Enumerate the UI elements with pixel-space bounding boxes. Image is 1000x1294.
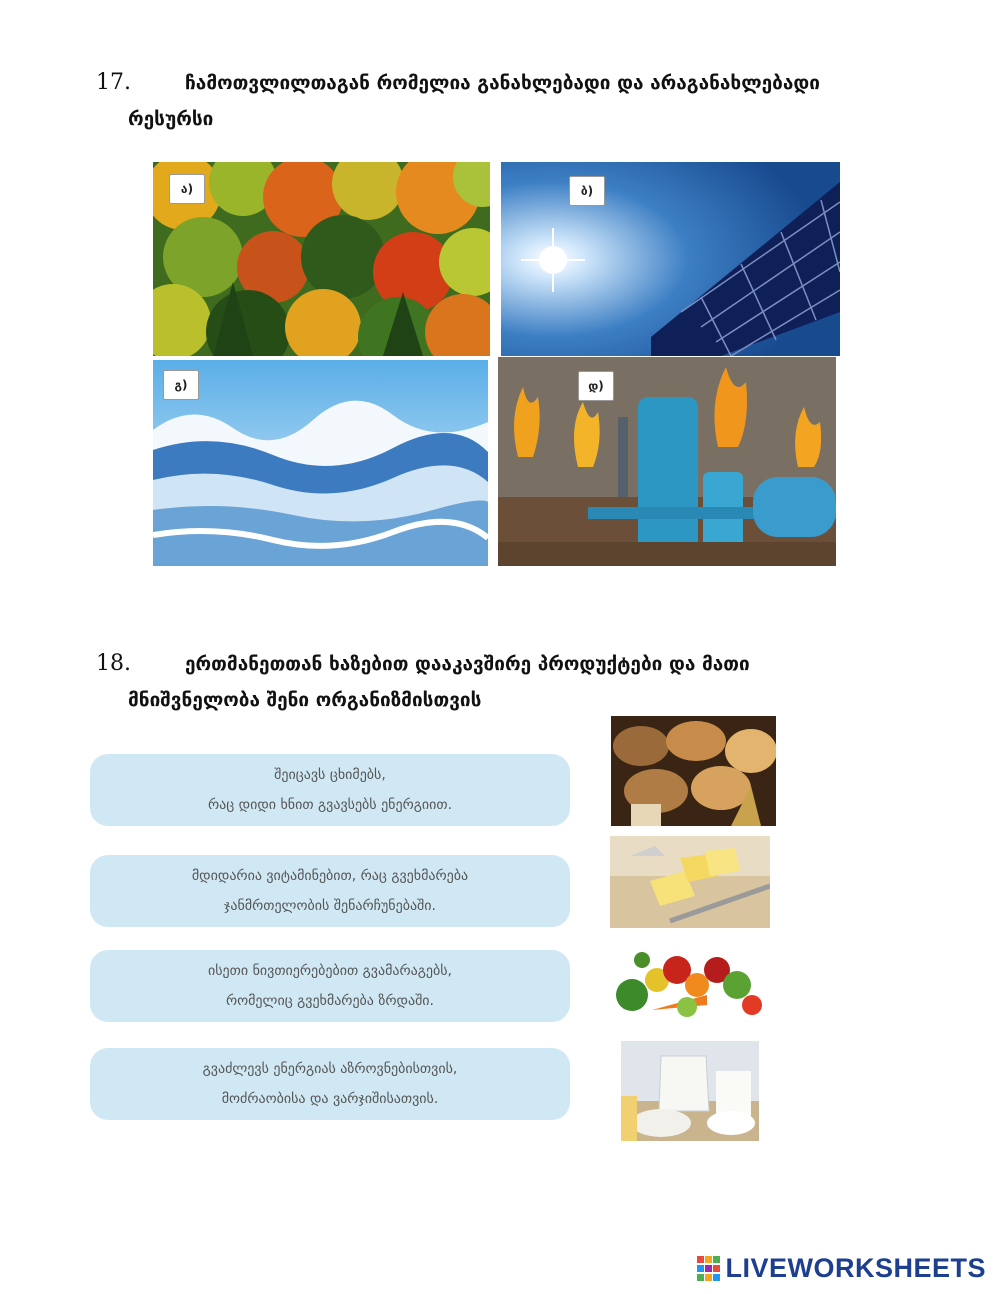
question-17-text-line1: ჩამოთვლილთაგან რომელია განახლებადი და არაგანახლებადი (185, 72, 820, 94)
dairy-photo[interactable] (621, 1041, 759, 1141)
image-label-g: გ) (163, 370, 199, 400)
match-box-fats-line1: შეიცავს ცხიმებს, (274, 767, 386, 783)
liveworksheets-logo-icon (697, 1256, 721, 1282)
image-label-a: ა) (169, 174, 205, 204)
question-18-number: 18. (96, 651, 131, 676)
forest-photo (153, 162, 490, 356)
match-box-growth-line1: ისეთი ნივთიერებებით გვამარაგებს, (208, 963, 452, 979)
ocean-wave-photo (153, 360, 488, 566)
match-box-vitamins-line1: მდიდარია ვიტამინებით, რაც გვეხმარება (191, 868, 469, 884)
match-box-energy-line1: გვაძლევს ენერგიას აზროვნებისთვის, (202, 1061, 458, 1077)
gas-refinery-photo (498, 357, 836, 566)
liveworksheets-wordmark: LIVEWORKSHEETS (725, 1253, 986, 1283)
match-box-fats[interactable] (90, 754, 570, 826)
match-box-fats-line2: რაც დიდი ხნით გვავსებს ენერგიით. (207, 797, 453, 813)
question-17-number: 17. (96, 70, 131, 95)
match-box-growth[interactable] (90, 950, 570, 1022)
image-label-d: დ) (578, 371, 614, 401)
match-box-growth-line2: რომელიც გვეხმარება ზრდაში. (225, 993, 435, 1009)
match-box-energy-line2: მოძრაობისა და ვარჯიშისათვის. (221, 1091, 439, 1107)
question-17-text-line2: რესურსი (128, 108, 214, 130)
vegetables-photo[interactable] (612, 935, 767, 1027)
match-box-vitamins[interactable] (90, 855, 570, 927)
image-label-b: ბ) (569, 176, 605, 206)
question-18-text-line2: მნიშვნელობა შენი ორგანიზმისთვის (128, 689, 482, 711)
liveworksheets-logo[interactable] (697, 1253, 986, 1284)
solar-panel-photo (501, 162, 840, 356)
question-18-text-line1: ერთმანეთთან ხაზებით დააკავშირე პროდუქტები და მათი (185, 653, 750, 675)
match-box-energy[interactable] (90, 1048, 570, 1120)
match-box-vitamins-line2: ჯანმრთელობის შენარჩუნებაში. (224, 898, 436, 914)
butter-photo[interactable] (610, 836, 770, 928)
bread-photo[interactable] (611, 716, 776, 826)
